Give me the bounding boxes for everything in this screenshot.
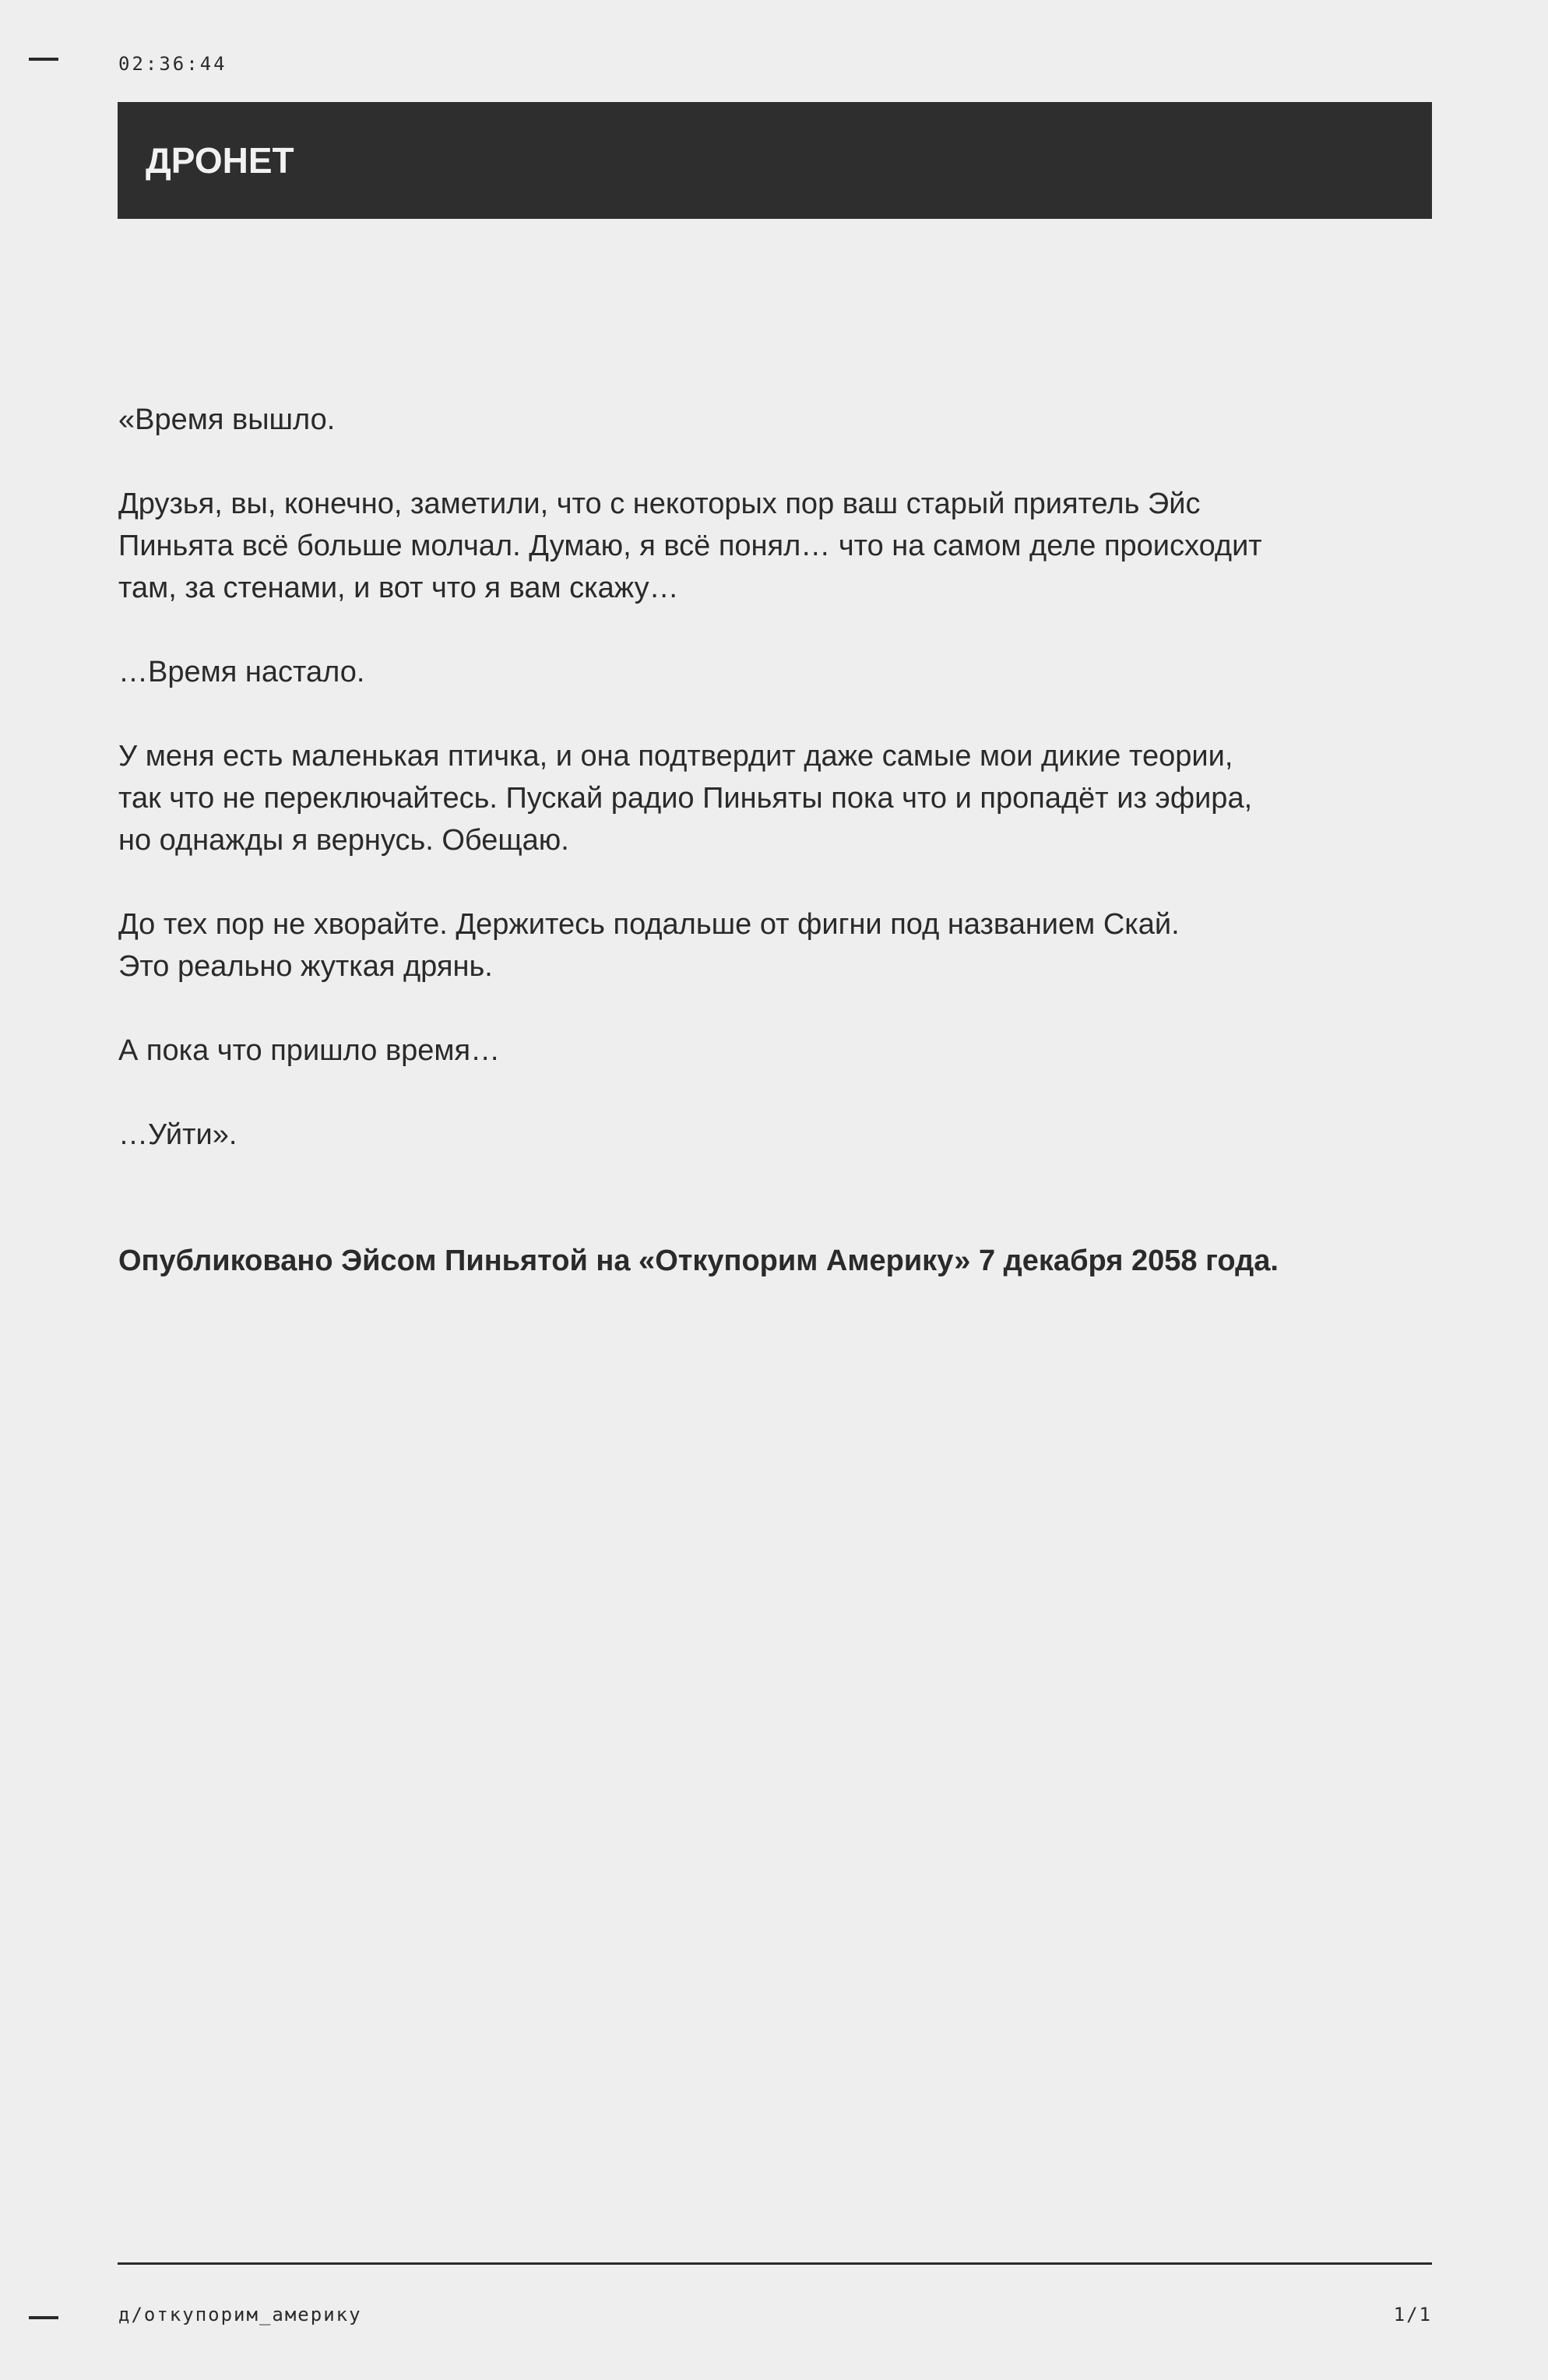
paragraph: До тех пор не хворайте. Держитесь подальше от фигни под названием Скай. Это реально жуткая дрянь.	[118, 908, 1180, 983]
article-body	[118, 399, 1411, 1324]
bottom-corner-dash	[29, 2316, 58, 2319]
paragraph: «Время вышло.	[118, 403, 336, 436]
paragraph: Друзья, вы, конечно, заметили, что с некоторых пор ваш старый приятель Эйс Пиньята всё больше молчал. Думаю, я всё понял… что на самом деле происходит там, за стенами, и вот что я вам скажу…	[118, 488, 1262, 604]
top-corner-dash	[29, 58, 58, 61]
footer-path: д/откупорим_америку	[118, 2304, 362, 2325]
page-number: 1/1	[1393, 2304, 1432, 2325]
timestamp: 02:36:44	[118, 53, 227, 75]
paragraph: …Уйти».	[118, 1118, 237, 1151]
header-bar	[118, 102, 1432, 219]
paragraph: …Время настало.	[118, 656, 365, 688]
paragraph: У меня есть маленькая птичка, и она подтвердит даже самые мои дикие теории, так что не переключайтесь. Пускай радио Пиньяты пока что и пропадёт из эфира, но однажды я вернусь. Обещаю.	[118, 740, 1253, 857]
publication-signature: Опубликовано Эйсом Пиньятой на «Откупорим Америку» 7 декабря 2058 года.	[118, 1245, 1279, 1277]
footer-divider	[118, 2262, 1432, 2265]
page-title: ДРОНЕТ	[146, 140, 294, 181]
paragraph: А пока что пришло время…	[118, 1034, 501, 1067]
